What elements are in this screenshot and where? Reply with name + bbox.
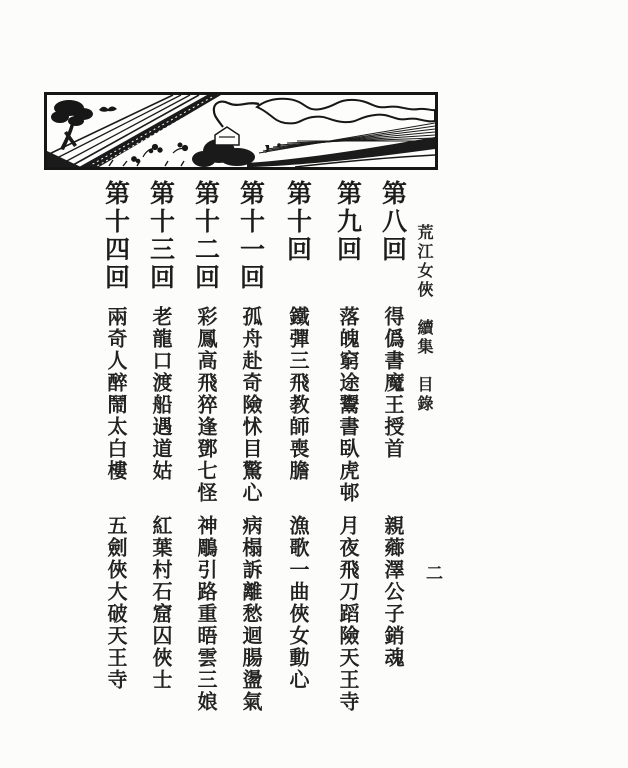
chapter-title-line1: 彩鳳高飛猝逢鄧七怪	[194, 306, 216, 504]
chapter-number: 第十二回	[191, 180, 219, 292]
chapter-entry	[98, 178, 132, 750]
chapter-entry	[280, 178, 314, 750]
chapter-entry	[188, 178, 222, 750]
chapter-entry	[143, 178, 177, 750]
woodcut-banner-svg	[47, 95, 435, 167]
book-title: 荒江女俠 續集 目錄	[415, 224, 432, 414]
chapter-title-line1: 孤舟赴奇險怵目驚心	[239, 306, 261, 504]
woodcut-banner-illustration	[44, 92, 438, 170]
chapter-title-line2: 親薌澤公子銷魂	[381, 515, 403, 669]
chapter-number: 第十三回	[146, 180, 174, 292]
chapter-title-line2: 紅葉村石窟囚俠士	[149, 515, 171, 691]
chapter-title-line1: 落魄窮途鬻書臥虎邨	[336, 306, 358, 504]
chapter-number: 第十一回	[236, 180, 264, 292]
cloud	[257, 99, 435, 124]
chapter-number: 第八回	[378, 180, 406, 264]
chapter-title-line2: 月夜飛刀蹈險天王寺	[336, 515, 358, 713]
chapter-number: 第九回	[333, 180, 361, 264]
grass-ticks	[109, 160, 184, 166]
chapter-number: 第十四回	[101, 180, 129, 292]
chapter-entry	[233, 178, 267, 750]
flower-sprigs	[132, 143, 188, 163]
chapter-number: 第十回	[283, 180, 311, 264]
smoke	[214, 102, 259, 127]
chapter-entry	[330, 178, 364, 750]
chapter-title-line1: 老龍口渡船遇道姑	[149, 306, 171, 482]
chapter-title-line2: 神鵰引路重晤雲三娘	[194, 515, 216, 713]
chapter-title-line1: 兩奇人醉鬧太白樓	[104, 306, 126, 482]
chapter-title-line2: 病榻訴離愁迴腸盪氣	[239, 515, 261, 713]
chapter-entry	[375, 178, 409, 750]
cottage-and-smoke	[192, 102, 259, 167]
chapter-title-line1: 得僞書魔王授首	[381, 306, 403, 460]
page-number: 二	[423, 564, 442, 581]
chapter-title-line2: 五劍俠大破天王寺	[104, 515, 126, 691]
chapter-title-line1: 鐵彈三飛教師喪膽	[286, 306, 308, 482]
bird-icon	[99, 107, 117, 112]
chapter-title-line2: 漁歌一曲俠女動心	[286, 515, 308, 691]
